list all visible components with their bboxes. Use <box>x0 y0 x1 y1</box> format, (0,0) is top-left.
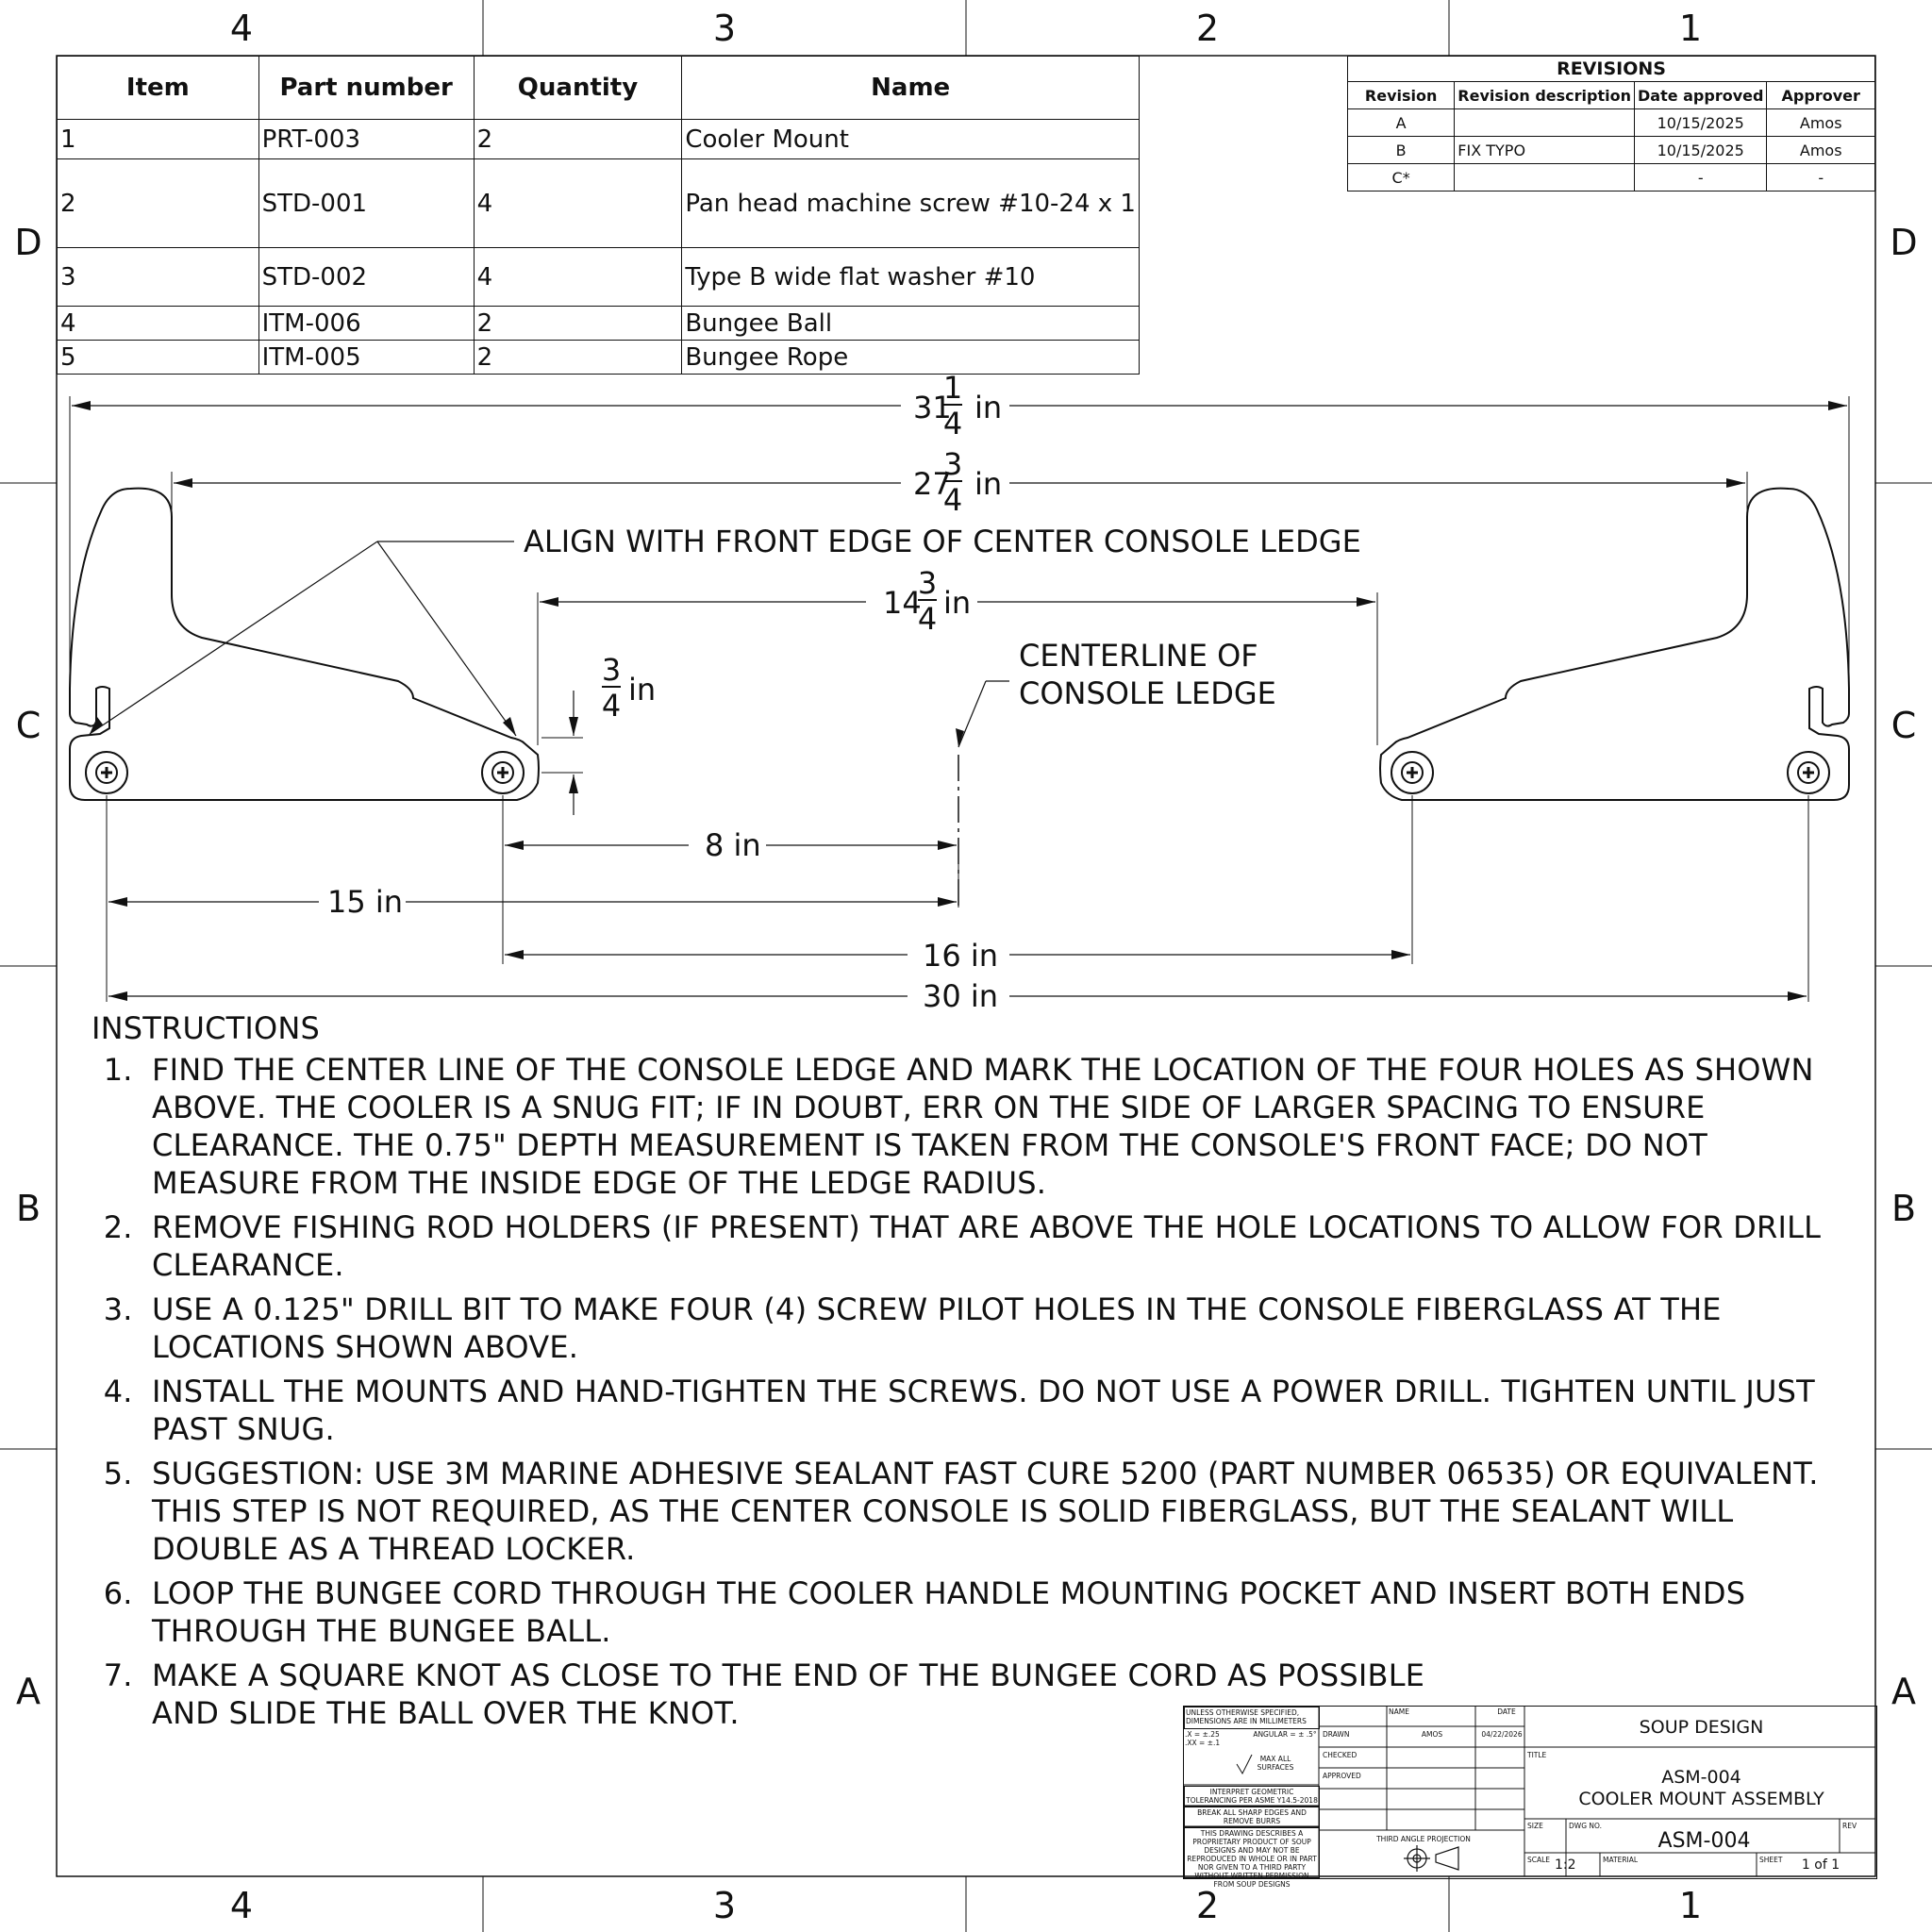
zone-row-left-4: A <box>16 1671 41 1712</box>
table-row <box>1348 137 1875 164</box>
bom-header-part-number: Part number <box>258 57 474 120</box>
dim-overall-whole: 31 <box>913 390 952 425</box>
table-row <box>1348 109 1875 137</box>
title-label: TITLE <box>1527 1751 1547 1759</box>
approved-label: APPROVED <box>1323 1772 1361 1780</box>
bom-cell: 4 <box>474 248 682 307</box>
screw-head-icon <box>497 767 508 778</box>
rev-cell <box>1455 164 1635 192</box>
screw-head-icon <box>101 767 112 778</box>
sheet-label: SHEET <box>1759 1856 1783 1864</box>
zone-col-top-3: 2 <box>1195 8 1220 49</box>
dim-outer-top-unit: in <box>974 466 1003 502</box>
table-row <box>58 248 1140 307</box>
sheet-value: 1 of 1 <box>1801 1857 1840 1873</box>
instruction-step: 1. FIND THE CENTER LINE OF THE CONSOLE LEDGE AND MARK THE LOCATION OF THE FOUR HOLES AS SHOWN ABOVE. THE COOLER IS A SNUG FIT; IF IN DOUBT, ERR ON THE SIDE OF LARGER SPACING TO ENSURE CLEARANCE. THE 0.75" DEPTH MEASUREMENT IS TAKEN FROM THE CONSOLE'S FRONT FACE; DO NOT MEASURE FROM THE INSIDE EDGE OF THE LEDGE RADIUS. <box>142 1051 1865 1202</box>
callout-centerline-2: CONSOLE LEDGE <box>1019 675 1276 711</box>
dim-overall-num: 1 <box>942 370 963 406</box>
instructions-heading: INSTRUCTIONS <box>92 1010 321 1046</box>
bom-cell: Bungee Rope <box>682 341 1140 375</box>
rev-cell: Amos <box>1767 109 1875 137</box>
instruction-step: 7. MAKE A SQUARE KNOT AS CLOSE TO THE END OF THE BUNGEE CORD AS POSSIBLE AND SLIDE THE BALL OVER THE KNOT. <box>142 1657 1473 1732</box>
left-mount-outline <box>70 489 539 800</box>
size-label: SIZE <box>1527 1822 1543 1830</box>
bom-cell: 1 <box>58 120 259 159</box>
table-row <box>58 341 1140 375</box>
rev-cell: - <box>1767 164 1875 192</box>
dim-half-inner: 8 in <box>705 827 761 863</box>
checked-label: CHECKED <box>1323 1751 1357 1759</box>
rev-label: REV <box>1842 1822 1857 1830</box>
rev-cell: 10/15/2025 <box>1634 109 1766 137</box>
table-row <box>58 159 1140 248</box>
screw-head-icon <box>1407 767 1418 778</box>
drawn-date: 04/22/2026 <box>1481 1730 1523 1739</box>
instructions <box>92 1009 1865 1739</box>
instruction-step: 2. REMOVE FISHING ROD HOLDERS (IF PRESENT) THAT ARE ABOVE THE HOLE LOCATIONS TO ALLOW FOR DRILL CLEARANCE. <box>142 1208 1865 1284</box>
bom-cell: ITM-005 <box>258 341 474 375</box>
bom-cell: 2 <box>474 341 682 375</box>
right-mount-outline <box>1380 489 1849 800</box>
dim-outer-top-num: 3 <box>942 446 963 482</box>
rev-cell: 10/15/2025 <box>1634 137 1766 164</box>
zone-col-top-1: 4 <box>229 8 254 49</box>
table-row <box>1348 164 1875 192</box>
bom-header-quantity: Quantity <box>474 57 682 120</box>
screw-head-icon <box>1803 767 1814 778</box>
rev-cell: - <box>1634 164 1766 192</box>
dim-inner-gap-whole: 14 <box>883 585 922 621</box>
dim-outer-top-whole: 27 <box>913 466 952 502</box>
rev-header-approver: Approver <box>1767 82 1875 109</box>
zone-col-bottom-2: 3 <box>712 1885 737 1926</box>
dim-depth-num: 3 <box>601 652 622 688</box>
tolerance-angular: ANGULAR = ± .5° <box>1253 1730 1317 1739</box>
dim-inner-gap-num: 3 <box>917 565 938 601</box>
projection-label: THIRD ANGLE PROJECTION <box>1376 1835 1471 1843</box>
dim-depth-den: 4 <box>601 688 622 724</box>
instruction-step: 5. SUGGESTION: USE 3M MARINE ADHESIVE SEALANT FAST CURE 5200 (PART NUMBER 06535) OR EQUIVALENT. THIS STEP IS NOT REQUIRED, AS THE CENTER CONSOLE IS SOLID FIBERGLASS, BUT THE SEALANT WILL DOUBLE AS A THREAD LOCKER. <box>142 1455 1865 1568</box>
tolerance-xx: .XX = ±.1 <box>1185 1739 1221 1747</box>
zone-row-right-4: A <box>1891 1671 1916 1712</box>
dim-outer-top-den: 4 <box>942 482 963 518</box>
bill-of-materials <box>57 56 1140 375</box>
title-block <box>1183 1706 1877 1889</box>
bom-cell: PRT-003 <box>258 120 474 159</box>
material-label: MATERIAL <box>1603 1856 1639 1864</box>
rev-cell: B <box>1348 137 1455 164</box>
zone-row-left-3: B <box>15 1188 42 1229</box>
bom-cell: 2 <box>474 307 682 341</box>
dim-overall-unit: in <box>974 390 1003 425</box>
company-name: SOUP DESIGN <box>1639 1717 1764 1738</box>
callout-centerline-1: CENTERLINE OF <box>1019 638 1258 674</box>
zone-row-left-2: C <box>15 705 42 746</box>
bom-cell: Cooler Mount <box>682 120 1140 159</box>
instructions-list <box>92 1051 1865 1732</box>
bom-header-item: Item <box>58 57 259 120</box>
drawing-title-line-1: ASM-004 <box>1661 1767 1741 1788</box>
table-row <box>58 120 1140 159</box>
rev-cell: FIX TYPO <box>1455 137 1635 164</box>
scale-value: 1:2 <box>1555 1857 1576 1873</box>
instruction-step: 3. USE A 0.125" DRILL BIT TO MAKE FOUR (4) SCREW PILOT HOLES IN THE CONSOLE FIBERGLASS AT THE LOCATIONS SHOWN ABOVE. <box>142 1291 1865 1366</box>
rev-header-date: Date approved <box>1634 82 1766 109</box>
drawing-number: ASM-004 <box>1657 1829 1751 1853</box>
name-header: NAME <box>1389 1707 1409 1716</box>
revisions-title: REVISIONS <box>1348 57 1875 82</box>
scale-label: SCALE <box>1527 1856 1551 1864</box>
dim-inner-gap-den: 4 <box>917 601 938 637</box>
tolerance-note: UNLESS OTHERWISE SPECIFIED, DIMENSIONS ARE IN MILLIMETERS <box>1184 1707 1320 1729</box>
zone-col-bottom-4: 1 <box>1678 1885 1703 1926</box>
bom-cell: Type B wide flat washer #10 <box>682 248 1140 307</box>
zone-row-left-1: D <box>14 222 42 263</box>
dim-half-outer: 15 in <box>327 884 404 920</box>
bom-cell: 4 <box>58 307 259 341</box>
drawn-label: DRAWN <box>1323 1730 1350 1739</box>
tolerance-x: .X = ±.25 <box>1185 1730 1220 1739</box>
bom-cell: 4 <box>474 159 682 248</box>
bom-header-name: Name <box>682 57 1140 120</box>
dim-overall-den: 4 <box>942 406 963 441</box>
rev-cell: Amos <box>1767 137 1875 164</box>
rev-cell: C* <box>1348 164 1455 192</box>
zone-row-right-1: D <box>1890 222 1918 263</box>
edges-note: BREAK ALL SHARP EDGES AND REMOVE BURRS <box>1184 1807 1320 1827</box>
zone-row-right-2: C <box>1890 705 1917 746</box>
zone-col-top-4: 1 <box>1678 8 1703 49</box>
bom-cell: STD-002 <box>258 248 474 307</box>
zone-col-bottom-1: 4 <box>229 1885 254 1926</box>
proprietary-note: THIS DRAWING DESCRIBES A PROPRIETARY PRODUCT OF SOUP DESIGNS AND MAY NOT BE REPRODUCED IN WHOLE OR IN PART NOR GIVEN TO A THIRD PARTY WITHOUT WRITTEN PERMISSION FROM SOUP DESIGNS <box>1184 1827 1320 1878</box>
zone-col-top-2: 3 <box>712 8 737 49</box>
dim-depth-unit: in <box>628 672 657 708</box>
drawn-name: AMOS <box>1421 1730 1443 1739</box>
bom-cell: ITM-006 <box>258 307 474 341</box>
surface-note: MAX ALL SURFACES <box>1257 1755 1294 1772</box>
date-header: DATE <box>1497 1707 1516 1716</box>
zone-row-right-3: B <box>1890 1188 1917 1229</box>
dwg-no-label: DWG NO. <box>1569 1822 1602 1830</box>
dim-inner-gap-unit: in <box>943 585 972 621</box>
gdt-note: INTERPRET GEOMETRIC TOLERANCING PER ASME Y14.5-2018 <box>1184 1786 1320 1807</box>
instruction-step: 4. INSTALL THE MOUNTS AND HAND-TIGHTEN THE SCREWS. DO NOT USE A POWER DRILL. TIGHTEN UNTIL JUST PAST SNUG. <box>142 1373 1865 1448</box>
bom-cell: 5 <box>58 341 259 375</box>
bom-cell: STD-001 <box>258 159 474 248</box>
dim-outer-holes: 30 in <box>923 978 999 1014</box>
bom-cell: 3 <box>58 248 259 307</box>
bom-cell: 2 <box>474 120 682 159</box>
revisions-table <box>1347 56 1875 192</box>
rev-header-revision: Revision <box>1348 82 1455 109</box>
instruction-step: 6. LOOP THE BUNGEE CORD THROUGH THE COOLER HANDLE MOUNTING POCKET AND INSERT BOTH ENDS THROUGH THE BUNGEE BALL. <box>142 1574 1865 1650</box>
drawing-title-line-2: COOLER MOUNT ASSEMBLY <box>1578 1789 1824 1809</box>
zone-col-bottom-3: 2 <box>1195 1885 1220 1926</box>
bom-cell: Pan head machine screw #10-24 x 1 <box>682 159 1140 248</box>
rev-cell <box>1455 109 1635 137</box>
bom-cell: 2 <box>58 159 259 248</box>
rev-cell: A <box>1348 109 1455 137</box>
dim-inner-holes: 16 in <box>923 938 999 974</box>
rev-header-description: Revision description <box>1455 82 1635 109</box>
table-row <box>58 307 1140 341</box>
callout-align-front-edge: ALIGN WITH FRONT EDGE OF CENTER CONSOLE LEDGE <box>524 524 1361 559</box>
bom-cell: Bungee Ball <box>682 307 1140 341</box>
